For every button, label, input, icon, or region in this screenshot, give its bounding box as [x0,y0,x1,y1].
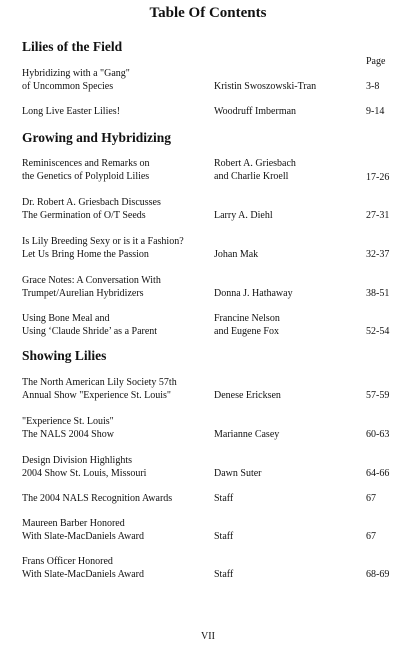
entry-author: Staff [214,493,234,504]
entry-author: Staff [214,568,234,580]
entry-title: Maureen Barber Honored With Slate-MacDaniels Award [22,518,144,542]
entry-author: Donna J. Hathaway [214,287,293,299]
entry-pages: 67 [366,493,376,504]
entry-pages: 17-26 [366,172,390,183]
entry-pages: 27-31 [366,209,390,221]
entry-pages: 32-37 [366,248,390,260]
entry-title: The 2004 NALS Recognition Awards [22,493,173,504]
entry-author: Dawn Suter [214,467,262,479]
entry-pages: 68-69 [366,568,390,580]
entry-pages: 3-8 [366,80,380,92]
section-heading: Growing and Hybridizing [22,130,172,145]
entry-title: Dr. Robert A. Griesbach Discusses The Germination of O/T Seeds [22,197,161,221]
entry-title: Reminiscences and Remarks on the Genetics of Polyploid Lilies [22,158,150,182]
entry-author: Staff [214,530,234,542]
entry-title: "Experience St. Louis" The NALS 2004 Show [22,416,114,440]
entry-author: Larry A. Diehl [214,209,273,221]
entry-title: Hybridizing with a "Gang" of Uncommon Species [22,68,130,92]
entry-author: Marianne Casey [214,428,280,440]
entry-pages: 67 [366,530,376,542]
entry-author: Denese Ericksen [214,389,281,401]
entry-author: Johan Mak [214,248,259,260]
entry-title: Frans Officer Honored With Slate-MacDaniels Award [22,556,144,580]
page-title: Table Of Contents [149,5,267,21]
entry-pages: 60-63 [366,428,390,440]
entry-author: Robert A. Griesbach and Charlie Kroell [214,158,296,182]
entry-pages: 64-66 [366,467,390,479]
entry-title: Long Live Easter Lilies! [22,106,121,117]
section-heading: Showing Lilies [22,348,107,363]
entry-title: Using Bone Meal and Using ‘Claude Shride’ as a Parent [22,313,158,337]
entry-title: Is Lily Breeding Sexy or is it a Fashion? Let Us Bring Home the Passion [22,236,184,260]
entry-pages: 52-54 [366,325,390,337]
entry-pages: 57-59 [366,389,390,401]
entry-pages: 9-14 [366,106,385,117]
entry-author: Woodruff Imberman [214,106,297,117]
page-number: VII [201,631,215,642]
entry-title: Grace Notes: A Conversation With Trumpet/Aurelian Hybridizers [22,275,161,299]
entry-title: Design Division Highlights 2004 Show St. Louis, Missouri [22,455,147,479]
entry-author: Francine Nelson and Eugene Fox [214,313,280,337]
entry-pages: 38-51 [366,287,390,299]
entry-title: The North American Lily Society 57th Annual Show "Experience St. Louis" [22,377,177,401]
page-column-header: Page [366,56,386,67]
section-heading: Lilies of the Field [22,39,123,54]
entry-author: Kristin Swoszowski-Tran [214,80,317,92]
